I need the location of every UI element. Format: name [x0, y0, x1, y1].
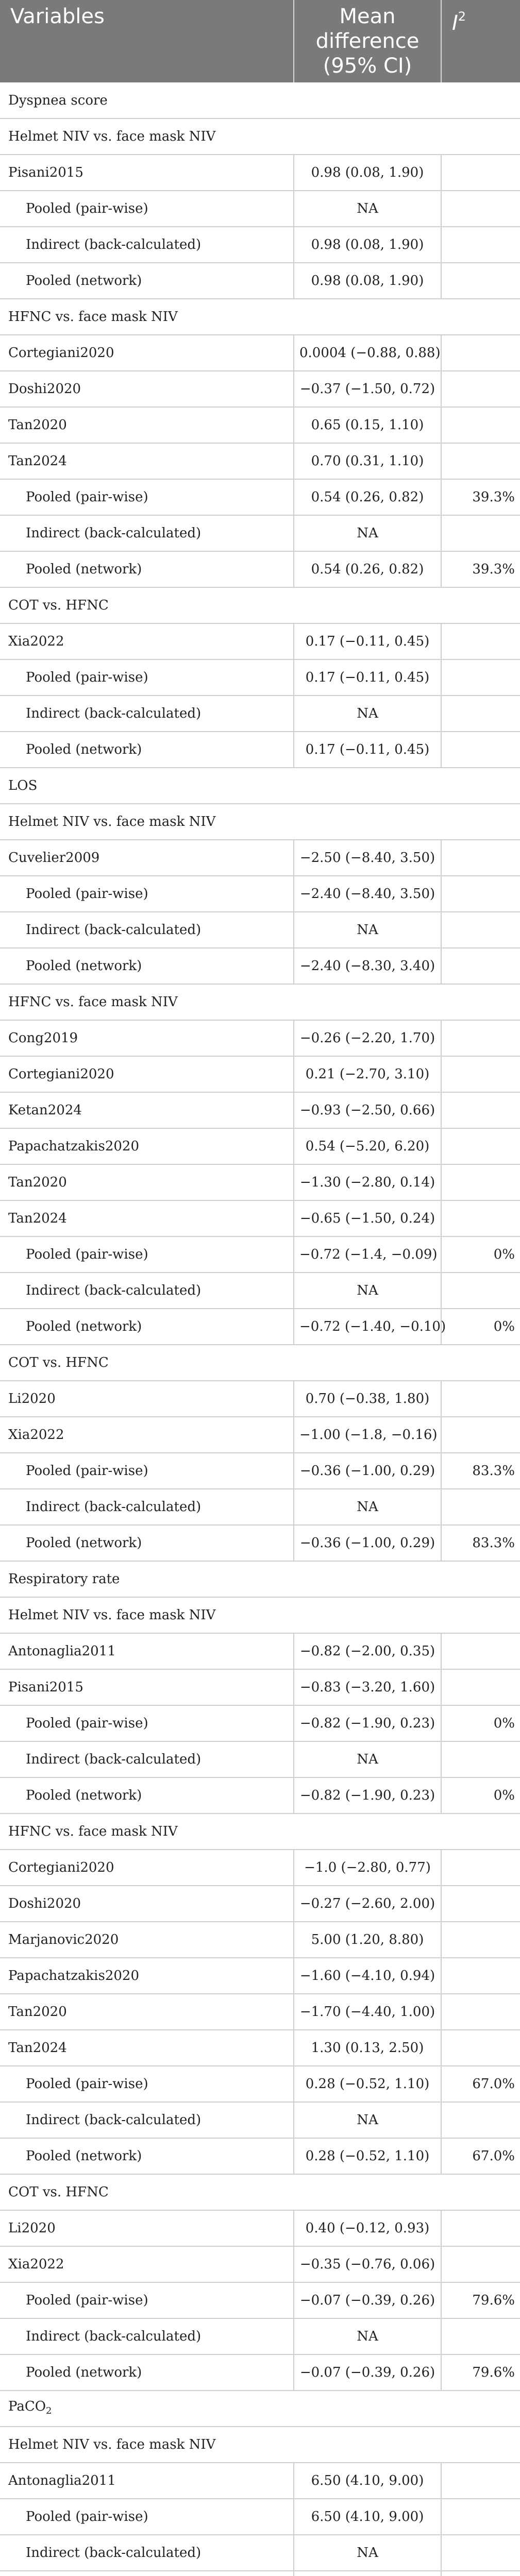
study-row: [0, 2246, 520, 2282]
mean-difference-cell: −1.30 (−2.80, 0.14): [294, 1164, 441, 1200]
mean-difference-cell: −0.35 (−0.76, 0.06): [294, 2246, 441, 2282]
study-name: Antonaglia2011: [0, 1633, 294, 1669]
mean-difference-cell: 0.40 (−0.12, 0.93): [294, 2210, 441, 2246]
study-name: Xia2022: [0, 1417, 294, 1453]
mean-difference-cell: NA: [294, 191, 441, 227]
i2-cell: [441, 515, 520, 551]
row-label-text: LOS: [8, 778, 38, 793]
study-name: Cong2019: [0, 1020, 294, 1056]
pooled-row: [0, 2499, 520, 2535]
pooled-row: [0, 263, 520, 299]
study-row: [0, 1056, 520, 1092]
i2-cell: [441, 1994, 520, 2030]
mean-difference-cell: −1.0 (−2.80, 0.77): [294, 1850, 441, 1886]
study-name: Xia2022: [0, 623, 294, 659]
mean-difference-cell: −0.37 (−1.50, 0.72): [294, 371, 441, 407]
comparison-row: [0, 984, 520, 1020]
mean-difference-cell: 0.54 (0.26, 0.82): [294, 479, 441, 515]
i2-cell: [441, 155, 520, 191]
i2-cell: [441, 2499, 520, 2535]
study-row: [0, 1669, 520, 1705]
mean-difference-cell: 0.21 (−2.70, 3.10): [294, 1056, 441, 1092]
comparison-row: [0, 299, 520, 335]
study-name: Tan2024: [0, 2030, 294, 2066]
i2-cell: [441, 2210, 520, 2246]
row-label-text: PaCO: [8, 2398, 46, 2414]
mean-difference-cell: 0.17 (−0.11, 0.45): [294, 623, 441, 659]
i2-cell: [441, 732, 520, 768]
row-label-text: COT vs. HFNC: [8, 2184, 109, 2200]
section-label: [0, 1561, 520, 1597]
i2-cell: [441, 912, 520, 948]
comparison-label: [0, 804, 520, 840]
study-row: [0, 840, 520, 876]
pooled-row: [0, 1525, 520, 1561]
mean-difference-cell: −0.82 (−1.90, 0.23): [294, 1777, 441, 1814]
i2-cell: 0%: [441, 1236, 520, 1273]
study-row: [0, 443, 520, 479]
i2-cell: [441, 263, 520, 299]
pooled-label: Pooled (pair-wise): [0, 479, 294, 515]
mean-difference-cell: 0.28 (−0.52, 1.10): [294, 2066, 441, 2102]
mean-difference-cell: −2.40 (−8.30, 3.40): [294, 948, 441, 984]
mean-difference-cell: NA: [294, 696, 441, 732]
study-row: [0, 2030, 520, 2066]
i2-cell: [441, 1381, 520, 1417]
pooled-row: [0, 696, 520, 732]
study-row: [0, 1381, 520, 1417]
i2-cell: [441, 1200, 520, 1236]
pooled-row: [0, 1741, 520, 1777]
pooled-row: [0, 2066, 520, 2102]
i2-cell: [441, 2030, 520, 2066]
pooled-label: Pooled (network): [0, 1309, 294, 1345]
row-label-text: Respiratory rate: [8, 1571, 120, 1587]
study-row: [0, 2463, 520, 2499]
i2-cell: [441, 335, 520, 371]
mean-difference-cell: NA: [294, 2318, 441, 2354]
study-name: Tan2020: [0, 1164, 294, 1200]
section-label: [0, 768, 520, 804]
pooled-label: Pooled (network): [0, 1777, 294, 1814]
pooled-row: [0, 191, 520, 227]
study-name: Li2020: [0, 1381, 294, 1417]
i2-cell: 67.0%: [441, 2138, 520, 2174]
i2-cell: [441, 1164, 520, 1200]
table-header: [0, 0, 520, 82]
study-row: [0, 1092, 520, 1128]
mean-difference-cell: 0.0004 (−0.88, 0.88): [294, 335, 441, 371]
mean-difference-cell: 0.28 (−0.52, 1.10): [294, 2138, 441, 2174]
mean-difference-cell: 0.98 (0.08, 1.90): [294, 155, 441, 191]
pooled-label: Indirect (back-calculated): [0, 696, 294, 732]
study-row: [0, 1200, 520, 1236]
pooled-row: [0, 1453, 520, 1489]
pooled-row: [0, 876, 520, 912]
pooled-row: [0, 551, 520, 587]
comparison-label: [0, 299, 520, 335]
i2-cell: [441, 1850, 520, 1886]
pooled-label: Pooled (pair-wise): [0, 1453, 294, 1489]
mean-difference-cell: −0.36 (−1.00, 0.29): [294, 1453, 441, 1489]
pooled-row: [0, 659, 520, 696]
header-variables: Variables: [0, 0, 294, 82]
i2-cell: 39.3%: [441, 479, 520, 515]
study-row: [0, 1850, 520, 1886]
pooled-row: [0, 2354, 520, 2391]
pooled-row: [0, 515, 520, 551]
study-name: Tan2024: [0, 1200, 294, 1236]
study-row: [0, 1994, 520, 2030]
comparison-row: [0, 1814, 520, 1850]
pooled-label: Pooled (network): [0, 551, 294, 587]
i2-cell: 0%: [441, 1777, 520, 1814]
mean-difference-cell: −2.40 (−8.40, 3.50): [294, 876, 441, 912]
pooled-label: Indirect (back-calculated): [0, 2102, 294, 2138]
comparison-label: [0, 984, 520, 1020]
study-row: [0, 1886, 520, 1922]
mean-difference-cell: NA: [294, 2102, 441, 2138]
comparison-row: [0, 804, 520, 840]
row-label-text: HFNC vs. face mask NIV: [8, 1824, 178, 1839]
study-name: Ketan2024: [0, 1092, 294, 1128]
row-label-text: Dyspnea score: [8, 92, 108, 108]
pooled-label: Pooled (pair-wise): [0, 659, 294, 696]
pooled-label: Pooled (network): [0, 948, 294, 984]
mean-difference-cell: 0.17 (−0.11, 0.45): [294, 732, 441, 768]
pooled-label: Pooled (network): [0, 2138, 294, 2174]
mean-difference-cell: 0.98 (0.08, 1.90): [294, 263, 441, 299]
i2-cell: [441, 1886, 520, 1922]
mean-difference-cell: −0.07 (−0.39, 0.26): [294, 2354, 441, 2391]
study-row: [0, 335, 520, 371]
i2-cell: 0%: [441, 1309, 520, 1345]
i2-cell: 0%: [441, 1705, 520, 1741]
pooled-label: Indirect (back-calculated): [0, 1273, 294, 1309]
mean-difference-cell: −2.50 (−8.40, 3.50): [294, 840, 441, 876]
mean-difference-cell: 0.17 (−0.11, 0.45): [294, 659, 441, 696]
section-label: [0, 2391, 520, 2427]
comparison-row: [0, 1345, 520, 1381]
mean-difference-cell: 6.50 (4.10, 9.00): [294, 2499, 441, 2535]
mean-difference-cell: −0.72 (−1.40, −0.10): [294, 1309, 441, 1345]
i2-cell: [441, 876, 520, 912]
mean-difference-cell: −0.27 (−2.60, 2.00): [294, 1886, 441, 1922]
pooled-row: [0, 2102, 520, 2138]
study-name: Tan2024: [0, 443, 294, 479]
i2-cell: [441, 407, 520, 443]
i2-cell: 79.6%: [441, 2354, 520, 2391]
header-mean-difference: Mean difference (95% CI): [294, 0, 441, 82]
mean-difference-cell: 1.30 (0.13, 2.50): [294, 2030, 441, 2066]
comparison-label: [0, 1345, 520, 1381]
pooled-row: [0, 1273, 520, 1309]
pooled-label: Indirect (back-calculated): [0, 1489, 294, 1525]
i2-cell: [441, 659, 520, 696]
i2-cell: [441, 1741, 520, 1777]
study-name: Cuvelier2009: [0, 840, 294, 876]
study-name: Papachatzakis2020: [0, 1958, 294, 1994]
i2-cell: 67.0%: [441, 2066, 520, 2102]
header-i2-sup: 2: [458, 9, 466, 24]
pooled-row: [0, 948, 520, 984]
study-name: Papachatzakis2020: [0, 1128, 294, 1164]
mean-difference-cell: −0.72 (−1.4, −0.09): [294, 1236, 441, 1273]
mean-difference-cell: 0.70 (0.31, 1.10): [294, 443, 441, 479]
i2-cell: [441, 2535, 520, 2571]
pooled-label: Indirect (back-calculated): [0, 2318, 294, 2354]
pooled-row: [0, 1236, 520, 1273]
study-row: [0, 1922, 520, 1958]
study-row: [0, 1633, 520, 1669]
i2-cell: [441, 1020, 520, 1056]
pooled-label: Indirect (back-calculated): [0, 2535, 294, 2571]
pooled-label: Pooled (network): [0, 1525, 294, 1561]
row-label-text: Helmet NIV vs. face mask NIV: [8, 2437, 216, 2452]
mean-difference-cell: 5.00 (1.20, 8.80): [294, 1922, 441, 1958]
i2-cell: [441, 2102, 520, 2138]
mean-difference-cell: 0.65 (0.15, 1.10): [294, 407, 441, 443]
row-label-subscript: 2: [46, 2405, 52, 2416]
pooled-label: Pooled (pair-wise): [0, 2282, 294, 2318]
mean-difference-cell: −0.36 (−1.00, 0.29): [294, 1525, 441, 1561]
section-row: [0, 82, 520, 118]
mean-difference-cell: NA: [294, 1741, 441, 1777]
study-row: [0, 623, 520, 659]
i2-cell: [441, 1922, 520, 1958]
pooled-row: [0, 1777, 520, 1814]
i2-cell: [441, 371, 520, 407]
comparison-label: [0, 1597, 520, 1633]
mean-difference-cell: NA: [294, 1273, 441, 1309]
pooled-label: Pooled (pair-wise): [0, 1236, 294, 1273]
i2-cell: [441, 696, 520, 732]
pooled-row: [0, 912, 520, 948]
pooled-label: Pooled (network): [0, 732, 294, 768]
row-label-text: Helmet NIV vs. face mask NIV: [8, 814, 216, 829]
comparison-label: [0, 587, 520, 623]
study-row: [0, 2210, 520, 2246]
row-label-text: COT vs. HFNC: [8, 1355, 109, 1370]
mean-difference-cell: NA: [294, 2535, 441, 2571]
pooled-label: Pooled (pair-wise): [0, 1705, 294, 1741]
mean-difference-cell: 0.70 (−0.38, 1.80): [294, 1381, 441, 1417]
i2-cell: [441, 227, 520, 263]
pooled-label: Indirect (back-calculated): [0, 227, 294, 263]
mean-difference-cell: −0.65 (−1.50, 0.24): [294, 1200, 441, 1236]
i2-cell: [441, 948, 520, 984]
study-row: [0, 1128, 520, 1164]
section-row: [0, 1561, 520, 1597]
study-name: Marjanovic2020: [0, 1922, 294, 1958]
pooled-row: [0, 2535, 520, 2571]
header-i2: [441, 0, 520, 82]
i2-cell: [441, 1092, 520, 1128]
pooled-row: [0, 2571, 520, 2576]
row-label-text: COT vs. HFNC: [8, 598, 109, 613]
study-name: Tan2020: [0, 407, 294, 443]
mean-difference-cell: NA: [294, 1489, 441, 1525]
mean-difference-cell: −1.70 (−4.40, 1.00): [294, 1994, 441, 2030]
comparison-label: [0, 1814, 520, 1850]
pooled-label: Indirect (back-calculated): [0, 515, 294, 551]
i2-cell: 79.6%: [441, 2282, 520, 2318]
i2-cell: [441, 2246, 520, 2282]
pooled-row: [0, 227, 520, 263]
mean-difference-cell: NA: [294, 912, 441, 948]
comparison-label: [0, 2174, 520, 2210]
mean-difference-cell: −0.82 (−2.00, 0.35): [294, 1633, 441, 1669]
mean-difference-cell: 0.54 (0.26, 0.82): [294, 551, 441, 587]
study-name: Tan2020: [0, 1994, 294, 2030]
row-label-text: HFNC vs. face mask NIV: [8, 309, 178, 325]
comparison-row: [0, 118, 520, 155]
i2-cell: [441, 1669, 520, 1705]
study-name: Li2020: [0, 2210, 294, 2246]
pooled-row: [0, 1489, 520, 1525]
row-label-text: Helmet NIV vs. face mask NIV: [8, 1607, 216, 1623]
mean-difference-cell: −0.93 (−2.50, 0.66): [294, 1092, 441, 1128]
study-row: [0, 1164, 520, 1200]
i2-cell: [441, 1417, 520, 1453]
study-row: [0, 1020, 520, 1056]
mean-difference-cell: 0.54 (−5.20, 6.20): [294, 1128, 441, 1164]
pooled-label: Pooled (pair-wise): [0, 2066, 294, 2102]
study-name: Cortegiani2020: [0, 1850, 294, 1886]
study-name: Antonaglia2011: [0, 2463, 294, 2499]
study-name: Cortegiani2020: [0, 1056, 294, 1092]
i2-cell: [441, 840, 520, 876]
study-row: [0, 1417, 520, 1453]
section-row: [0, 768, 520, 804]
mean-difference-cell: −1.60 (−4.10, 0.94): [294, 1958, 441, 1994]
mean-difference-cell: −0.82 (−1.90, 0.23): [294, 1705, 441, 1741]
pooled-label: Pooled (pair-wise): [0, 191, 294, 227]
mean-difference-cell: 0.98 (0.08, 1.90): [294, 227, 441, 263]
i2-cell: [441, 443, 520, 479]
study-name: Xia2022: [0, 2246, 294, 2282]
pooled-row: [0, 2318, 520, 2354]
comparison-row: [0, 587, 520, 623]
section-row: [0, 2391, 520, 2427]
pooled-label: Pooled (pair-wise): [0, 2499, 294, 2535]
study-name: Pisani2015: [0, 155, 294, 191]
study-row: [0, 155, 520, 191]
mean-difference-cell: −0.26 (−2.20, 1.70): [294, 1020, 441, 1056]
mean-difference-cell: −0.83 (−3.20, 1.60): [294, 1669, 441, 1705]
i2-cell: [441, 191, 520, 227]
mean-difference-cell: −0.07 (−0.39, 0.26): [294, 2282, 441, 2318]
i2-cell: [441, 2463, 520, 2499]
table-body: [0, 82, 520, 2576]
study-name: Doshi2020: [0, 1886, 294, 1922]
i2-cell: [441, 1056, 520, 1092]
comparison-row: [0, 2427, 520, 2463]
i2-cell: [441, 1128, 520, 1164]
study-row: [0, 371, 520, 407]
study-name: Cortegiani2020: [0, 335, 294, 371]
mean-difference-cell: −1.00 (−1.8, −0.16): [294, 1417, 441, 1453]
comparison-row: [0, 2174, 520, 2210]
i2-cell: 83.3%: [441, 1525, 520, 1561]
pooled-label: Pooled (network): [0, 2354, 294, 2391]
i2-cell: [441, 1958, 520, 1994]
pooled-row: [0, 2138, 520, 2174]
pooled-row: [0, 479, 520, 515]
study-row: [0, 1958, 520, 1994]
mean-difference-cell: 6.50 (4.10, 9.00): [294, 2463, 441, 2499]
i2-cell: 83.3%: [441, 1453, 520, 1489]
pooled-label: Indirect (back-calculated): [0, 912, 294, 948]
mean-difference-cell: NA: [294, 515, 441, 551]
pooled-row: [0, 1705, 520, 1741]
section-label: [0, 82, 520, 118]
i2-cell: [441, 1489, 520, 1525]
i2-cell: [441, 623, 520, 659]
pooled-row: [0, 1309, 520, 1345]
row-label-text: Helmet NIV vs. face mask NIV: [8, 129, 216, 144]
i2-cell: [441, 2318, 520, 2354]
i2-cell: [441, 1273, 520, 1309]
study-row: [0, 407, 520, 443]
pooled-label: [0, 2571, 294, 2576]
study-name: Doshi2020: [0, 371, 294, 407]
pooled-row: [0, 732, 520, 768]
comparison-label: [0, 118, 520, 155]
i2-cell: [441, 2571, 520, 2576]
row-label-text: HFNC vs. face mask NIV: [8, 994, 178, 1010]
i2-cell: [441, 1633, 520, 1669]
i2-cell: 39.3%: [441, 551, 520, 587]
pooled-label: Pooled (pair-wise): [0, 876, 294, 912]
comparison-label: [0, 2427, 520, 2463]
pooled-label: Pooled (network): [0, 263, 294, 299]
pooled-row: [0, 2282, 520, 2318]
comparison-row: [0, 1597, 520, 1633]
pooled-label: Indirect (back-calculated): [0, 1741, 294, 1777]
study-name: Pisani2015: [0, 1669, 294, 1705]
header-i2-letter: I: [452, 11, 458, 35]
mean-difference-cell: [294, 2571, 441, 2576]
